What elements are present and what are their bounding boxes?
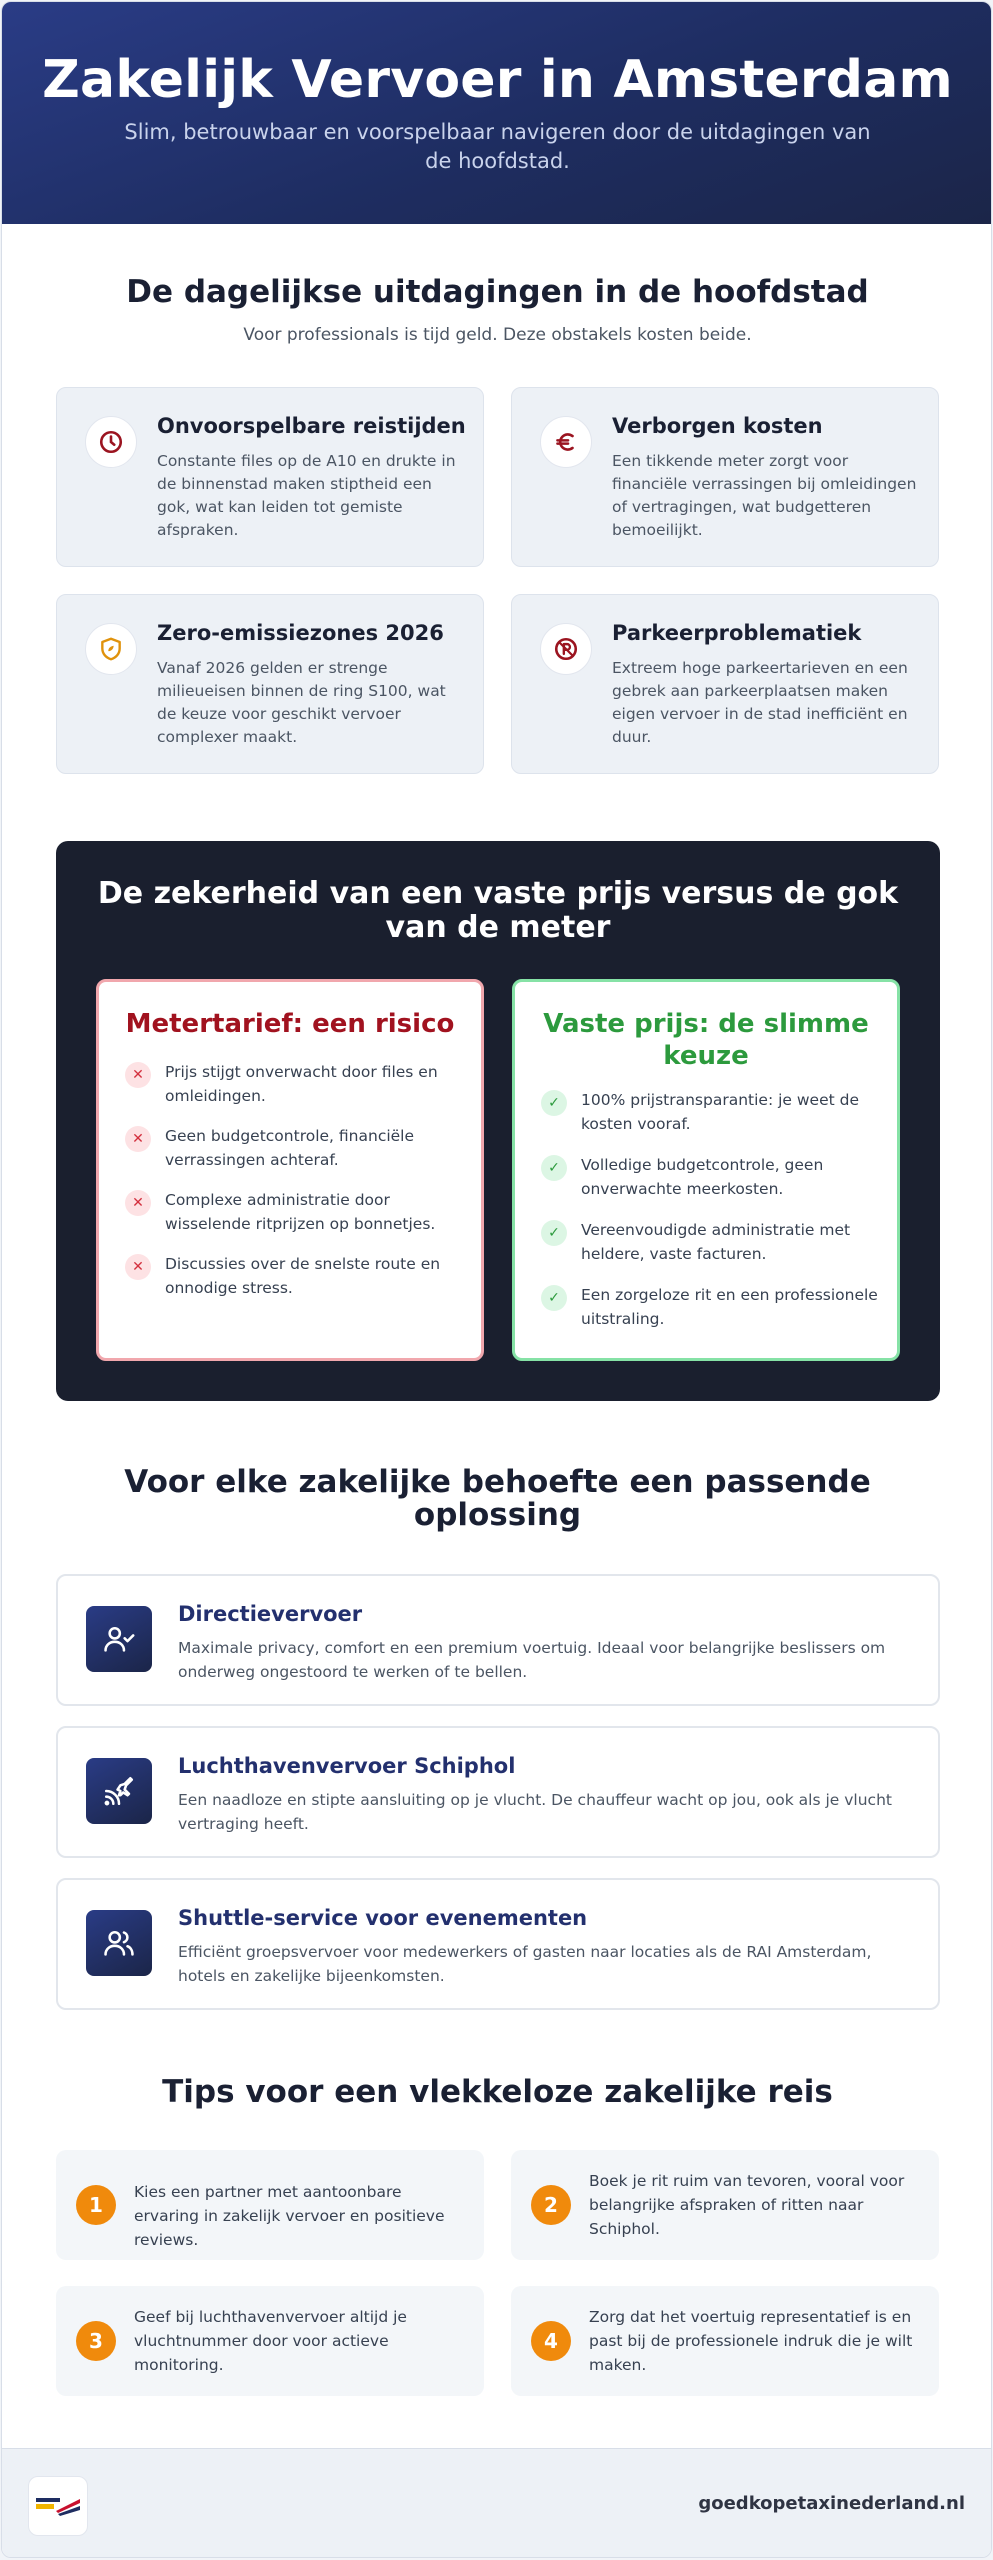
challenge-title: Parkeerproblematiek xyxy=(612,621,862,645)
comparison-title: De zekerheid van een vaste prijs versus de gok van de meter xyxy=(97,876,899,945)
tip-card xyxy=(511,2286,939,2396)
challenge-text: Extreem hoge parkeertarieven en een gebrek aan parkeerplaatsen maken eigen vervoer in de stad inefficiënt en duur. xyxy=(612,659,908,746)
tip-text: Kies een partner met aantoonbare ervaring in zakelijk vervoer en positieve reviews. xyxy=(134,2183,445,2249)
challenges-subtitle: Voor professionals is tijd geld. Deze obstakels kosten beide. xyxy=(243,325,752,345)
cross-icon: ✕ xyxy=(125,1062,151,1088)
meter-tariff-panel: Metertarief: een risico ✕ Prijs stijgt onverwacht door files en omleidingen. ✕ Geen budgetcontrole, financiële verrassingen achteraf. ✕ Complexe administratie door wisselende ritprijzen op bonnetjes. ✕ Discussies over de snelste route en onnodige stress. xyxy=(96,979,484,1361)
solution-title: Directievervoer xyxy=(178,1602,363,1626)
euro-icon xyxy=(540,416,592,468)
tip-text: Boek je rit ruim van tevoren, vooral voor belangrijke afspraken of ritten naar Schiphol. xyxy=(589,2172,905,2238)
solution-text: Efficiënt groepsvervoer voor medewerkers of gasten naar locaties als de RAI Amsterdam, hotels en zakelijke bijeenkomsten. xyxy=(178,1943,872,1985)
solution-card-airport xyxy=(56,1726,940,1858)
user-check-icon xyxy=(86,1606,152,1672)
check-icon: ✓ xyxy=(541,1155,567,1181)
tip-number: 2 xyxy=(531,2185,571,2225)
solutions-title: Voor elke zakelijke behoefte een passende oplossing xyxy=(124,1464,871,1533)
tip-card xyxy=(511,2150,939,2260)
plane-signal-icon xyxy=(86,1758,152,1824)
price-comparison xyxy=(56,841,940,1401)
solution-card-executive xyxy=(56,1574,940,1706)
company-logo[interactable] xyxy=(28,2476,88,2536)
tip-card xyxy=(56,2150,484,2260)
challenge-card-zero-emission xyxy=(56,594,484,774)
challenge-text: Vanaf 2026 gelden er strenge milieueisen binnen de ring S100, wat de keuze voor geschikt vervoer complexer maakt. xyxy=(157,659,446,746)
no-parking-icon xyxy=(540,623,592,675)
solution-text: Maximale privacy, comfort en een premium voertuig. Ideaal voor belangrijke beslissers om onderweg ongestoord te werken of te bellen. xyxy=(178,1639,886,1681)
challenge-title: Onvoorspelbare reistijden xyxy=(157,414,466,438)
check-icon: ✓ xyxy=(541,1090,567,1116)
fixed-price-panel: Vaste prijs: de slimme keuze ✓ 100% prijstransparantie: je weet de kosten vooraf. ✓ Volledige budgetcontrole, geen onverwachte meerkosten. ✓ Vereenvoudigde administratie met heldere, vaste facturen. ✓ Een zorgeloze rit en een professionele uitstraling. xyxy=(512,979,900,1361)
challenge-card-travel-times xyxy=(56,387,484,567)
challenge-text: Constante files op de A10 en drukte in de binnenstad maken stiptheid een gok, wat kan leiden tot gemiste afspraken. xyxy=(157,452,456,539)
tip-text: Geef bij luchthavenvervoer altijd je vluchtnummer door voor actieve monitoring. xyxy=(134,2308,407,2374)
challenge-title: Zero-emissiezones 2026 xyxy=(157,621,444,645)
users-icon xyxy=(86,1910,152,1976)
clock-icon xyxy=(85,416,137,468)
check-icon: ✓ xyxy=(541,1220,567,1246)
shield-leaf-icon xyxy=(85,623,137,675)
challenge-text: Een tikkende meter zorgt voor financiële verrassingen bij omleidingen of vertragingen, wat budgetteren bemoeilijkt. xyxy=(612,452,917,539)
solution-card-shuttle xyxy=(56,1878,940,2010)
solution-title: Shuttle-service voor evenementen xyxy=(178,1906,588,1930)
challenges-title: De dagelijkse uitdagingen in de hoofdstad xyxy=(126,274,869,310)
hero-header xyxy=(2,2,992,224)
page xyxy=(1,1,992,2558)
tip-number: 4 xyxy=(531,2321,571,2361)
challenge-card-hidden-costs xyxy=(511,387,939,567)
solution-title: Luchthavenvervoer Schiphol xyxy=(178,1754,516,1778)
cross-icon: ✕ xyxy=(125,1190,151,1216)
cross-icon: ✕ xyxy=(125,1254,151,1280)
footer-domain-link[interactable]: goedkopetaxinederland.nl xyxy=(698,2493,965,2514)
challenge-title: Verborgen kosten xyxy=(612,414,823,438)
challenge-card-parking xyxy=(511,594,939,774)
fixed-panel-title: Vaste prijs: de slimme keuze xyxy=(543,1009,869,1071)
cross-icon: ✕ xyxy=(125,1126,151,1152)
meter-panel-title: Metertarief: een risico xyxy=(125,1009,455,1039)
page-subtitle: Slim, betrouwbaar en voorspelbaar navigeren door de uitdagingen van de hoofdstad. xyxy=(124,120,871,173)
tip-text: Zorg dat het voertuig representatief is en past bij de professionele indruk die je wilt maken. xyxy=(589,2308,913,2374)
tip-number: 3 xyxy=(76,2321,116,2361)
page-title: Zakelijk Vervoer in Amsterdam xyxy=(42,50,953,110)
footer xyxy=(2,2448,992,2558)
tip-number: 1 xyxy=(76,2185,116,2225)
tips-title: Tips voor een vlekkeloze zakelijke reis xyxy=(162,2074,833,2110)
check-icon: ✓ xyxy=(541,1285,567,1311)
tip-card xyxy=(56,2286,484,2396)
solution-text: Een naadloze en stipte aansluiting op je vlucht. De chauffeur wacht op jou, ook als je vlucht vertraging heeft. xyxy=(178,1791,892,1833)
